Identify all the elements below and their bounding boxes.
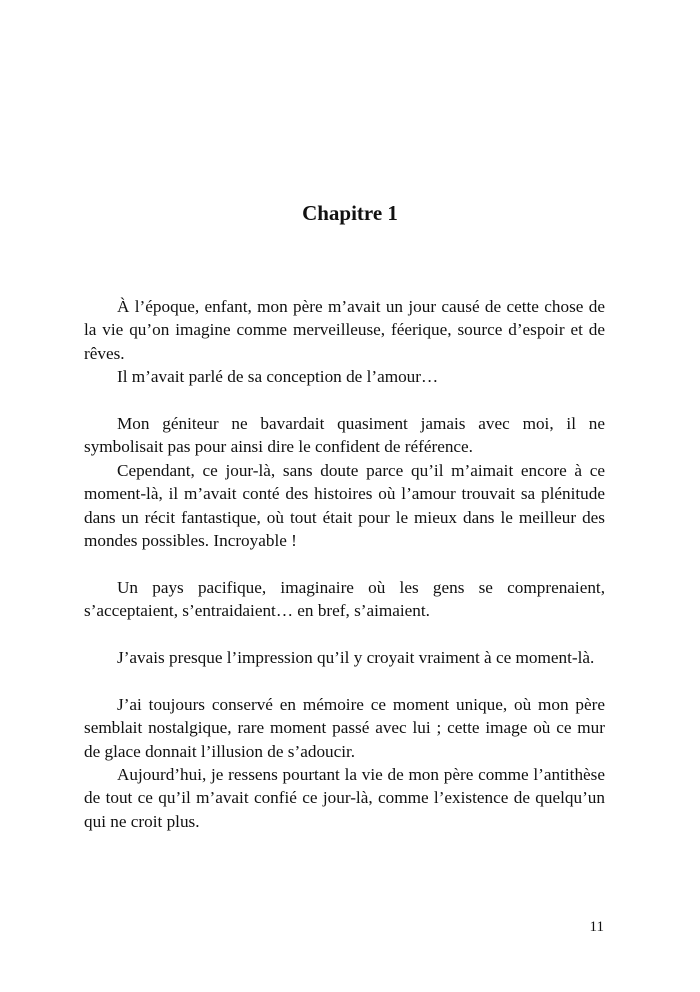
paragraph: Aujourd’hui, je ressens pourtant la vie de mon père comme l’antithèse de tout ce qu’il m’avait confié ce jour-là, comme l’existence de quelqu’un qui ne croit plus. <box>84 765 605 831</box>
paragraph-gap <box>84 669 605 692</box>
paragraph: À l’époque, enfant, mon père m’avait un jour causé de cette chose de la vie qu’on imagine comme merveilleuse, féerique, source d’espoir et de rêves. <box>84 297 605 363</box>
paragraph: Un pays pacifique, imaginaire où les gens se comprenaient, s’acceptaient, s’entraidaient… en bref, s’aimaient. <box>84 577 605 621</box>
paragraph-gap <box>84 552 605 575</box>
chapter-title: Chapitre 1 <box>302 201 398 225</box>
page-number: 11 <box>589 919 604 935</box>
paragraph: J’ai toujours conservé en mémoire ce moment unique, où mon père semblait nostalgique, rare moment passé avec lui ; cette image où ce mur de glace donnait l’illusion de s’adoucir. <box>84 694 605 761</box>
paragraph: Mon géniteur ne bavardait quasiment jamais avec moi, il ne symbolisait pas pour ainsi dire le confident de référence. <box>84 414 605 457</box>
chapter-body <box>84 295 605 833</box>
paragraph: J’avais presque l’impression qu’il y croyait vraiment à ce moment-là. <box>117 648 595 668</box>
paragraph: Cependant, ce jour-là, sans doute parce qu’il m’aimait encore à ce moment-là, il m’avait conté des histoires où l’amour trouvait sa plénitude dans un récit fantastique, où tout était pour le mieux dans le meilleur des mondes possibles. Incroyable ! <box>84 460 605 551</box>
paragraph-gap <box>84 623 605 646</box>
paragraph: Il m’avait parlé de sa conception de l’amour… <box>117 367 439 387</box>
paragraph-gap <box>84 389 605 412</box>
